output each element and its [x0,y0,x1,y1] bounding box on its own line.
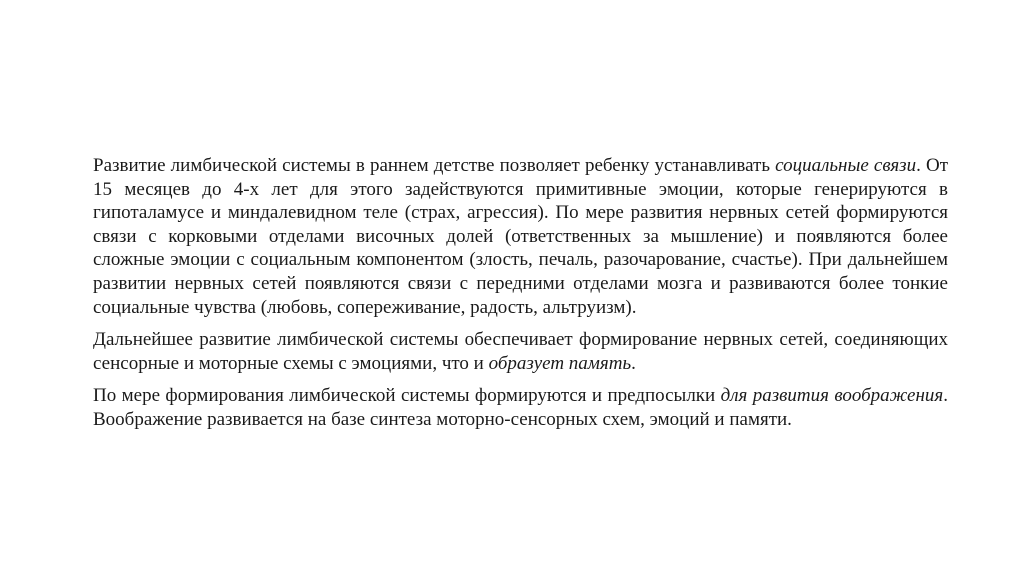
text-run-italic: образует память [488,352,632,374]
text-run: По мере формирования лимбической системы формируются и предпосылки [93,385,721,407]
text-run: . Воображение развивается на базе синтеза моторно-сенсорных схем, эмоций и памяти. [93,385,948,430]
slide-text-body [93,154,948,441]
text-run: Развитие лимбической системы в раннем детстве позволяет ребенку устанавливать [93,155,776,176]
text-run: . От 15 месяцев до 4-х лет для этого задействуются примитивные эмоции, которые генерируются в гипоталамусе и миндалевидном теле (страх, агрессия). По мере развития нервных сетей формируются связи с корковыми отделами височных долей (ответственных за мышление) и появляются более сложные эмоции с социальным компонентом (злость, печаль, разочарование, счастье). При дальнейшем развитии нервных сетей появляются связи с передними отделами мозга и развиваются более тонкие социальные чувства (любовь, сопереживание, радость, альтруизм). [93,155,949,318]
text-run: Дальнейшее развитие лимбической системы обеспечивает формирование нервных сетей, соединяющих сенсорные и моторные схемы с эмоциями, что и [93,329,948,374]
text-run-italic: социальные связи [775,155,917,176]
paragraph-limbic-development [93,154,948,319]
paragraph-imagination [93,384,948,431]
paragraph-memory [93,328,948,375]
text-run: . [631,352,636,374]
text-run-italic: для развития воображения [720,385,944,407]
